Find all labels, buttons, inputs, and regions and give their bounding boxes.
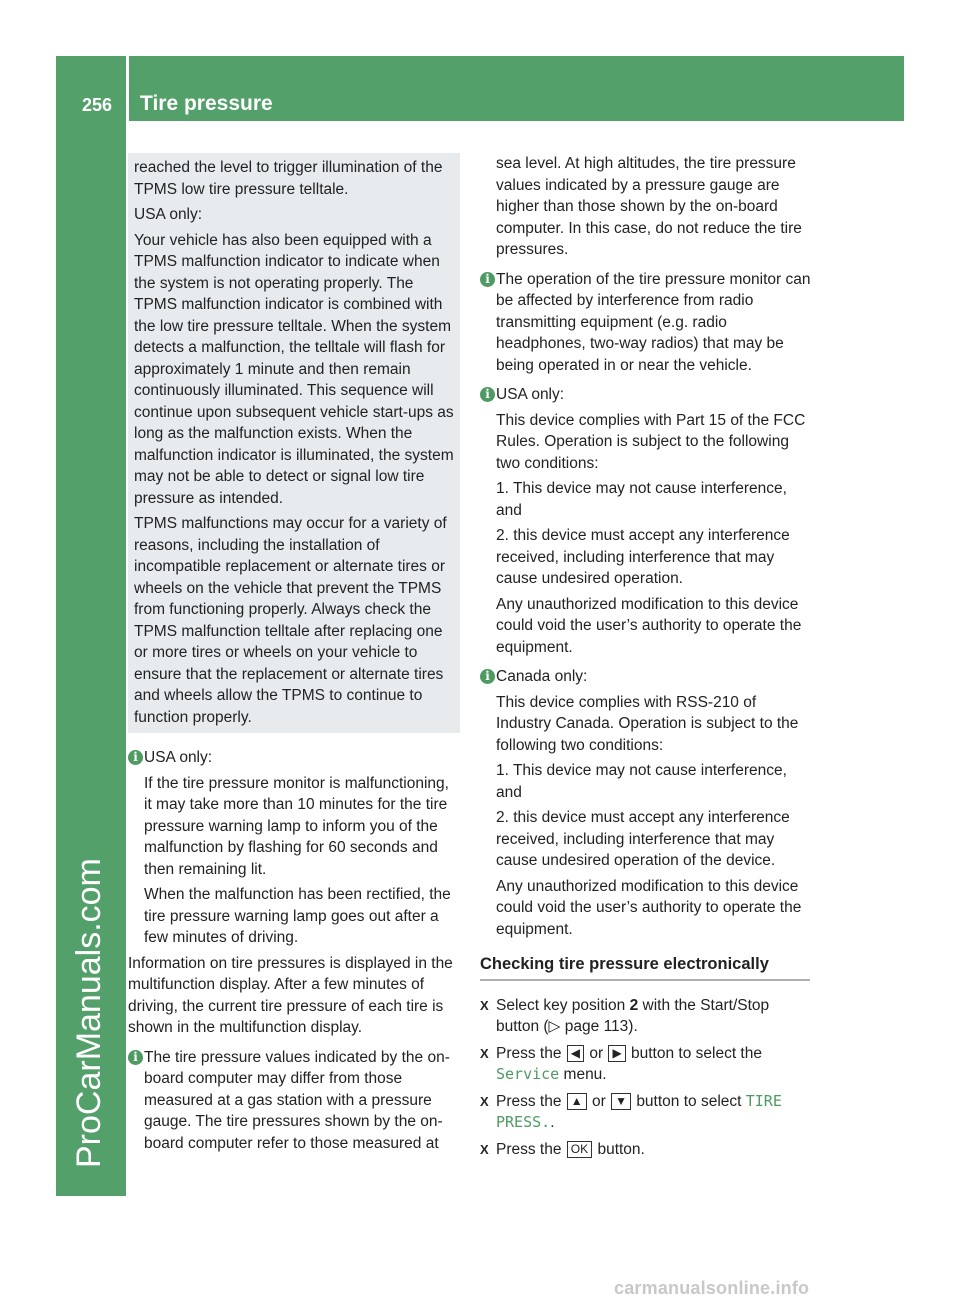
- right-arrow-key-icon: ▶: [608, 1045, 625, 1062]
- step-text: .: [550, 1114, 555, 1131]
- section-heading: Checking tire pressure electronically: [480, 954, 810, 981]
- step-text: button to select the: [631, 1044, 762, 1062]
- box-paragraph: TPMS malfunctions may occur for a variety of reasons, including the installation of incompatible replacement or alternate tires or wheels on the vehicle that prevent the TPMS from functioning properly. Always check the TPMS malfunction telltale after replacing one or more tires or wheels on your vehicle to ensure that the replacement or alternate tires and wheels allow the TPMS to continue to function properly.: [134, 515, 447, 726]
- step-text: with the Start/Stop button (▷ page 113).: [496, 996, 770, 1035]
- step-arrow-icon: X: [480, 1141, 489, 1157]
- note-text: 1. This device may not cause interference, and: [496, 762, 787, 801]
- note-text: Any unauthorized modification to this device could void the user’s authority to operate the equipment.: [496, 595, 802, 656]
- step-item: [480, 1043, 814, 1086]
- box-paragraph: USA only:: [134, 206, 203, 223]
- page-title: Tire pressure: [140, 92, 273, 115]
- left-column: [128, 153, 460, 1158]
- info-note: [128, 1047, 460, 1155]
- step-text: or: [592, 1092, 606, 1110]
- step-text: button to select: [636, 1092, 742, 1110]
- note-text: 1. This device may not cause interference, and: [496, 480, 787, 519]
- step-text: Press the: [496, 1092, 562, 1110]
- note-text: Canada only:: [496, 668, 588, 685]
- step-item: [480, 1139, 814, 1161]
- menu-name: Service: [496, 1065, 560, 1083]
- info-note: [480, 384, 814, 658]
- up-arrow-key-icon: ▲: [567, 1093, 587, 1110]
- info-icon: i: [128, 750, 143, 765]
- ok-key-icon: OK: [567, 1141, 592, 1158]
- continuation-paragraph: sea level. At high altitudes, the tire pressure values indicated by a pressure gauge are higher than those shown by the on-board computer. In this case, do not reduce the tire pressures.: [496, 155, 802, 258]
- info-icon: i: [480, 669, 495, 684]
- box-paragraph: Your vehicle has also been equipped with a TPMS malfunction indicator to indicate when the system is not operating properly. The TPMS malfunction indicator is combined with the low tire pressure telltale. When the system detects a malfunction, the telltale will flash for approximately 1 minute and then remain continuously illuminated. This sequence will continue upon subsequent vehicle start-ups as long as the malfunction exists. When the malfunction indicator is illuminated, the system may not be able to detect or signal low tire pressure as intended.: [134, 231, 454, 507]
- step-arrow-icon: X: [480, 997, 489, 1013]
- note-text: USA only:: [496, 386, 565, 403]
- box-paragraph: reached the level to trigger illumination of the TPMS low tire pressure telltale.: [134, 159, 443, 198]
- header-separator: [126, 56, 129, 121]
- step-text: Select key position: [496, 996, 626, 1014]
- note-text: 2. this device must accept any interference received, including interference that may cause undesired operation of the device.: [496, 809, 790, 869]
- note-text: If the tire pressure monitor is malfunctioning, it may take more than 10 minutes for the tire pressure warning lamp to inform you of the malfunction by flashing for 60 seconds and then remaining lit.: [144, 774, 449, 878]
- step-text: button.: [597, 1140, 645, 1158]
- down-arrow-key-icon: ▼: [611, 1093, 631, 1110]
- bottom-watermark: carmanualsonline.info: [614, 1278, 810, 1298]
- info-icon: i: [480, 387, 495, 402]
- step-item: [480, 1091, 814, 1134]
- info-note: [128, 747, 460, 949]
- info-note: [480, 269, 814, 377]
- info-icon: i: [480, 272, 495, 287]
- body-paragraph: Information on tire pressures is displayed in the multifunction display. After a few minutes of driving, the current tire pressure of each tire is shown in the multifunction display.: [128, 954, 453, 1036]
- key-position: 2: [629, 996, 639, 1014]
- tpms-info-box: [128, 153, 460, 733]
- step-arrow-icon: X: [480, 1093, 489, 1109]
- note-text: This device complies with RSS-210 of Industry Canada. Operation is subject to the following two conditions:: [496, 693, 799, 754]
- note-text: The tire pressure values indicated by the on-board computer may differ from those measured at a gas station with a pressure gauge. The tire pressures shown by the on-board computer refer to those measured at: [144, 1048, 450, 1152]
- side-watermark: ProCarManuals.com: [70, 858, 108, 1168]
- step-text: menu.: [563, 1066, 607, 1083]
- info-icon: i: [128, 1050, 143, 1065]
- note-text: USA only:: [144, 749, 213, 766]
- note-text: When the malfunction has been rectified, the tire pressure warning lamp goes out after a few minutes of driving.: [144, 886, 451, 946]
- note-text: This device complies with Part 15 of the FCC Rules. Operation is subject to the following two conditions:: [496, 411, 806, 472]
- note-text: Any unauthorized modification to this device could void the user’s authority to operate the equipment.: [496, 877, 802, 938]
- note-text: The operation of the tire pressure monitor can be affected by interference from radio transmitting equipment (e.g. radio headphones, two-way radios) that may be being operated in or near the vehicle.: [496, 270, 811, 374]
- left-arrow-key-icon: ◀: [567, 1045, 584, 1062]
- step-text: or: [589, 1044, 604, 1062]
- step-arrow-icon: X: [480, 1045, 489, 1061]
- step-text: Press the: [496, 1140, 562, 1158]
- right-column: [480, 153, 814, 1165]
- note-text: 2. this device must accept any interference received, including interference that may cause undesired operation.: [496, 527, 790, 587]
- menu-name: TIRE PRESS.: [496, 1091, 782, 1131]
- page-number: 256: [82, 95, 113, 115]
- info-note: [480, 666, 814, 940]
- step-item: [480, 995, 814, 1038]
- step-text: Press the: [496, 1044, 562, 1062]
